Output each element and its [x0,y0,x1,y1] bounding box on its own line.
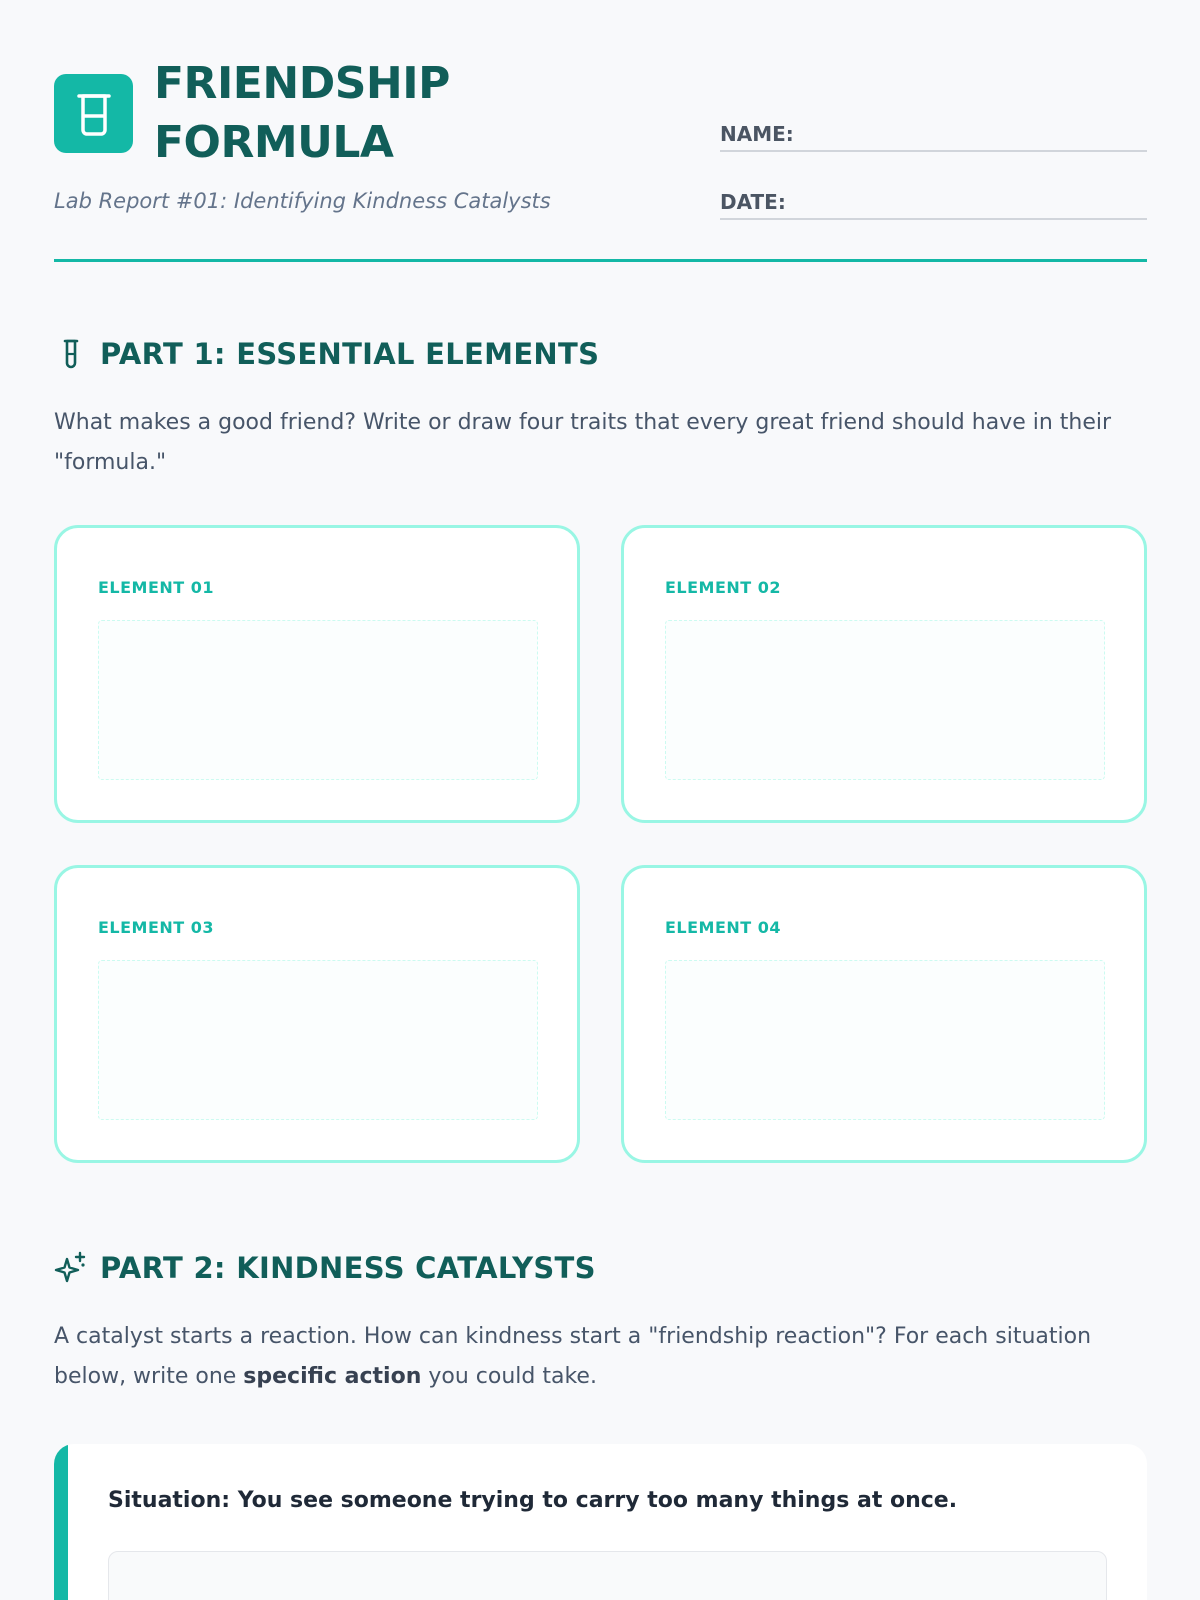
element-answer-box[interactable] [665,620,1105,780]
part2-heading [54,1248,596,1288]
name-label: NAME: [720,122,794,146]
part2-intro-text: A catalyst starts a reaction. How can kindness start a "friendship reaction"? For each situation below, write one [54,1324,1092,1389]
situation-card [54,1444,1147,1600]
name-field[interactable] [720,112,1147,152]
part1-heading [54,334,599,374]
element-answer-box[interactable] [98,960,538,1120]
header-divider [54,259,1147,262]
test-tube-icon [54,337,88,371]
sparkles-icon [54,1251,88,1285]
element-card-3 [54,865,580,1163]
page-title [154,54,594,172]
element-label: ELEMENT 01 [98,578,215,597]
beaker-icon [74,92,114,136]
element-card-2 [621,525,1147,823]
page-subtitle: Lab Report #01: Identifying Kindness Catalysts [54,189,551,213]
part2-intro-text-end: you could take. [421,1364,597,1389]
element-card-1 [54,525,580,823]
date-field[interactable] [720,180,1147,220]
situation-answer-box[interactable] [108,1551,1107,1600]
part2-instructions [54,1317,1147,1397]
element-card-4 [621,865,1147,1163]
worksheet-page [54,0,1147,1600]
element-label: ELEMENT 03 [98,918,215,937]
title-line-2: FORMULA [154,117,394,168]
title-line-1: FRIENDSHIP [154,58,450,109]
part2-title: PART 2: KINDNESS CATALYSTS [100,1251,596,1285]
element-answer-box[interactable] [665,960,1105,1120]
situation-prompt: Situation: You see someone trying to carry too many things at once. [108,1488,958,1513]
part2-intro-emphasis: specific action [243,1364,422,1389]
element-label: ELEMENT 02 [665,578,782,597]
part1-title: PART 1: ESSENTIAL ELEMENTS [100,337,600,371]
element-label: ELEMENT 04 [665,918,782,937]
situation-accent-bar [54,1444,68,1600]
element-answer-box[interactable] [98,620,538,780]
date-label: DATE: [720,190,786,214]
part1-instructions: What makes a good friend? Write or draw four traits that every great friend should have in their "formula." [54,410,1112,475]
logo [54,74,133,153]
